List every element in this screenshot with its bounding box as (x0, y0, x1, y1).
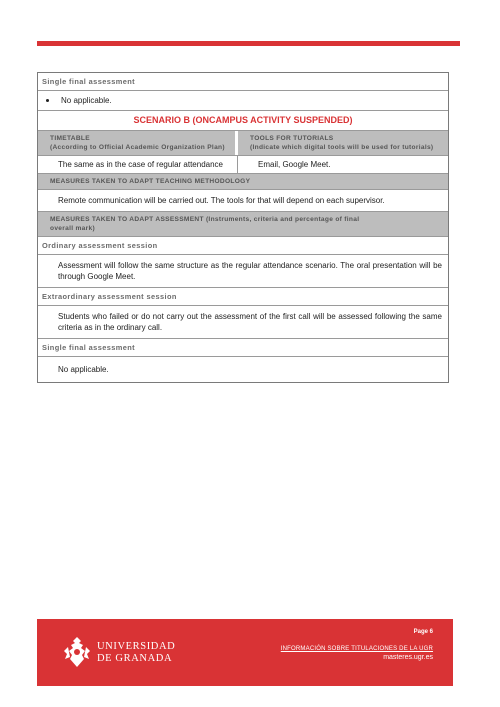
bullet-text: No applicable. (61, 96, 112, 105)
methodology-text: Remote communication will be carried out. The tools for that will depend on each supervisor. (58, 196, 385, 205)
assessment-header-row (38, 212, 448, 237)
page-number: Page 6 (413, 629, 433, 635)
tools-header: TOOLS FOR TUTORIALS (Indicate which digital tools will be used for tutorials) (250, 135, 434, 151)
header-rule (37, 41, 460, 46)
extraordinary-label: Extraordinary assessment session (42, 292, 177, 301)
section-label: Single final assessment (42, 77, 135, 86)
university-seal-icon (62, 635, 92, 669)
ordinary-label-row (38, 237, 448, 255)
methodology-text-row (38, 190, 448, 212)
timetable-header-row (38, 131, 448, 156)
footer-band (37, 619, 453, 686)
methodology-header-row (38, 174, 448, 190)
bullet-icon (46, 99, 49, 102)
methodology-header: MEASURES TAKEN TO ADAPT TEACHING METHODOLOGY (50, 178, 251, 185)
info-link[interactable]: INFORMACIÓN SOBRE TITULACIONES DE LA UGR (280, 646, 433, 652)
timetable-values-row (38, 156, 448, 174)
single-label: Single final assessment (42, 343, 135, 352)
footer-info (281, 629, 433, 661)
scenario-title: SCENARIO B (ONCAMPUS ACTIVITY SUSPENDED) (133, 115, 353, 125)
scenario-title-row (38, 111, 448, 131)
university-logo-text: UNIVERSIDAD DE GRANADA (97, 641, 176, 664)
timetable-value: The same as in the case of regular attendance (38, 156, 238, 173)
ordinary-text: Assessment will follow the same structure as the regular attendance scenario. The oral presentation will be through Google Meet. (58, 261, 442, 281)
site-url[interactable]: masteres.ugr.es (383, 654, 433, 661)
single-final-assessment-row (38, 73, 448, 91)
single-text-row (38, 357, 448, 382)
single-label-row (38, 339, 448, 357)
assessment-header: MEASURES TAKEN TO ADAPT ASSESSMENT (Instruments, criteria and percentage of final overall mark) (50, 216, 360, 232)
ordinary-label: Ordinary assessment session (42, 241, 158, 250)
extraordinary-label-row (38, 288, 448, 306)
ordinary-text-row (38, 255, 448, 288)
extraordinary-text: Students who failed or do not carry out the assessment of the first call will be assessed following the same criteria as in the ordinary call. (58, 312, 442, 332)
timetable-header: TIMETABLE (According to Official Academic Organization Plan) (38, 131, 238, 155)
tools-value: Email, Google Meet. (258, 160, 331, 169)
extraordinary-text-row (38, 306, 448, 339)
single-text: No applicable. (58, 365, 109, 374)
bullet-row (38, 91, 448, 111)
guide-table (37, 72, 449, 383)
